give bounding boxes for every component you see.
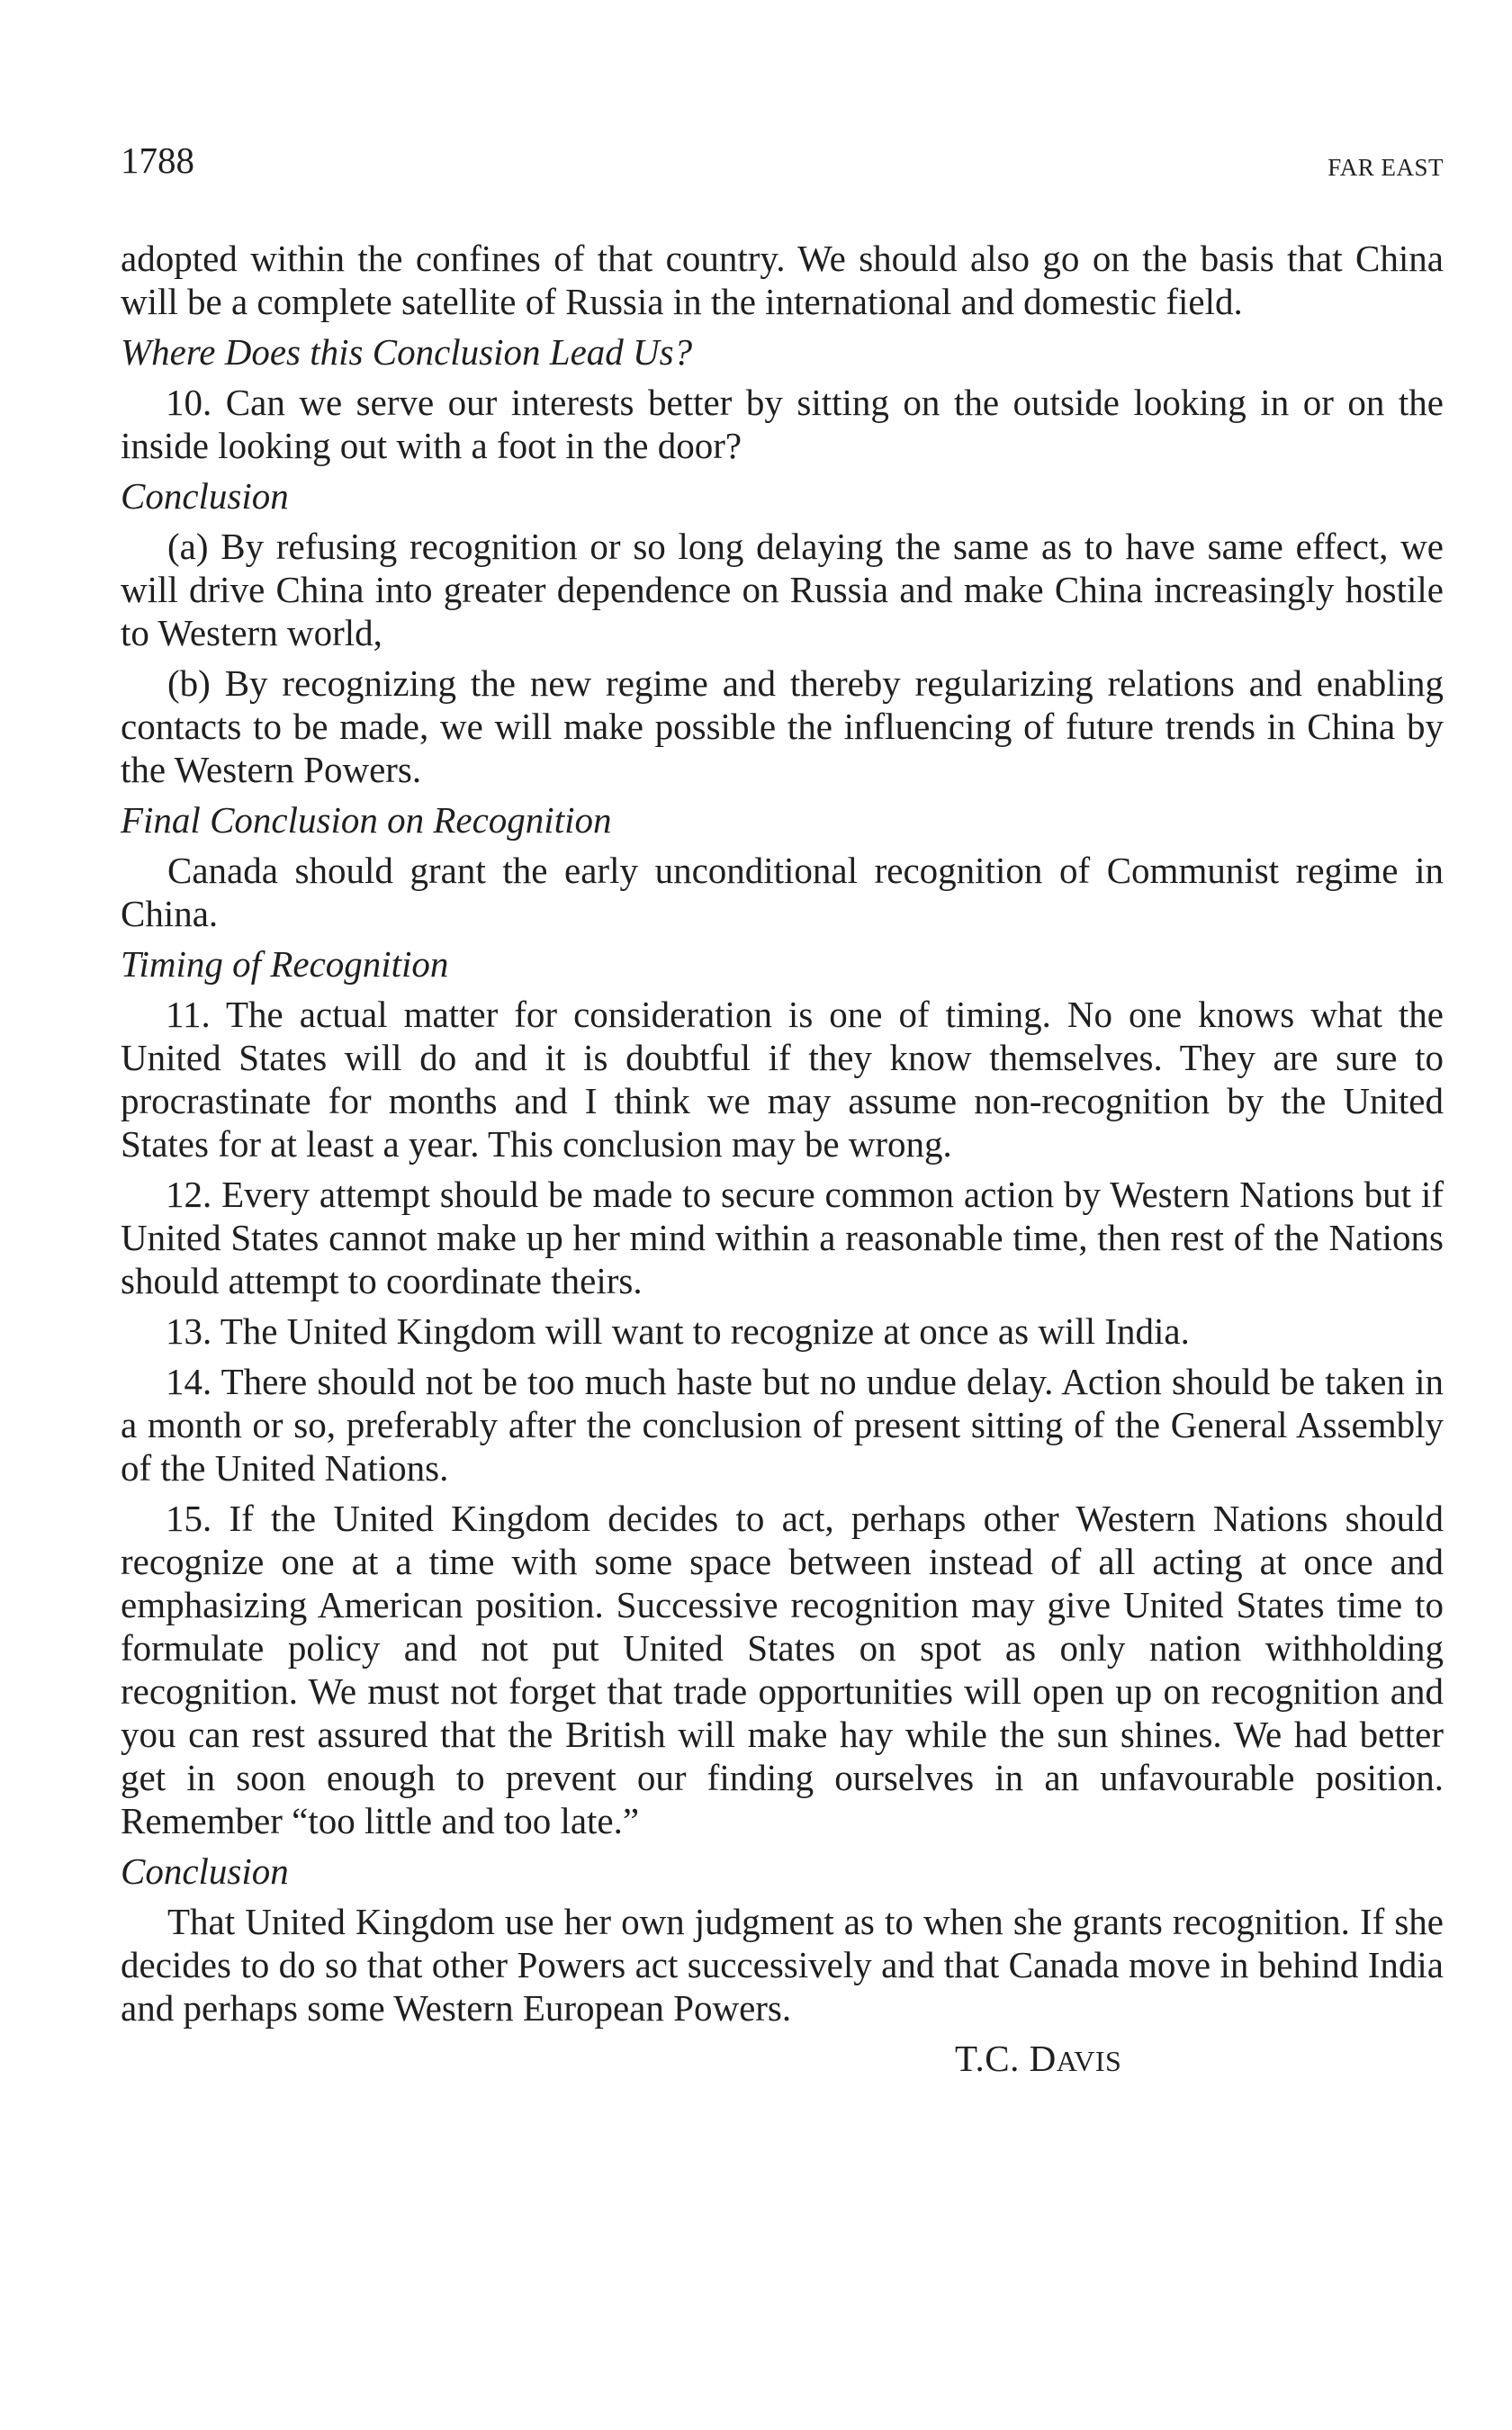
- signature: [121, 2037, 1444, 2083]
- paragraph-last: That United Kingdom use her own judgment as to when she grants recognition. If she decides to do so that other Powers act successively and that Canada move in behind India and perhaps some Western European Powers.: [121, 1901, 1444, 2029]
- paragraph-b: (b) By recognizing the new regime and thereby regularizing relations and enabling contacts to be made, we will make possible the influencing of future trends in China by the Western Powers.: [121, 662, 1444, 790]
- paragraph-13: 13. The United Kingdom will want to recognize at once as will India.: [166, 1310, 1190, 1352]
- signature-initials: T.C. D: [955, 2038, 1057, 2079]
- heading-timing-of-recognition: Timing of Recognition: [121, 943, 449, 985]
- heading-final-conclusion: Final Conclusion on Recognition: [121, 799, 612, 841]
- paragraph-12: 12. Every attempt should be made to secure common action by Western Nations but if United States cannot make up her mind within a reasonable time, then rest of the Nations should attempt to coordinate theirs.: [121, 1174, 1444, 1301]
- heading-conclusion-1: Conclusion: [121, 475, 289, 517]
- paragraph-intro: adopted within the confines of that country. We should also go on the basis that China will be a complete satellite of Russia in the international and domestic field.: [121, 238, 1444, 322]
- paragraph-final-conclusion: Canada should grant the early unconditional recognition of Communist regime in China.: [121, 850, 1444, 934]
- paragraph-14: 14. There should not be too much haste but no undue delay. Action should be taken in a month or so, preferably after the conclusion of present sitting of the General Assembly of the United Nations.: [121, 1361, 1444, 1489]
- running-head: FAR EAST: [1328, 154, 1444, 181]
- paragraph-a: (a) By refusing recognition or so long delaying the same as to have same effect, we will drive China into greater dependence on Russia and make China increasingly hostile to Western world,: [121, 526, 1444, 653]
- page-number: 1788: [121, 140, 194, 181]
- signature-surname-rest: AVIS: [1056, 2045, 1122, 2077]
- paragraph-10: 10. Can we serve our interests better by sitting on the outside looking in or on the inside looking out with a foot in the door?: [121, 382, 1444, 466]
- document-body: [121, 237, 1444, 2083]
- paragraph-11: 11. The actual matter for consideration is one of timing. No one knows what the United States will do and it is doubtful if they know themselves. They are sure to procrastinate for months and I think we may assume non-recognition by the United States for at least a year. This conclusion may be wrong.: [121, 994, 1444, 1165]
- paragraph-15: 15. If the United Kingdom decides to act, perhaps other Western Nations should recognize one at a time with some space between instead of all acting at once and emphasizing American position. Successive recognition may give United States time to formulate policy and not put United States on spot as only nation withholding recognition. We must not forget that trade opportunities will open up on recognition and you can rest assured that the British will make hay while the sun shines. We had better get in soon enough to prevent our finding ourselves in an unfavourable position. Remember “too little and too late.”: [121, 1498, 1444, 1841]
- heading-where-does-this-conclusion-lead-us: Where Does this Conclusion Lead Us?: [121, 331, 693, 373]
- page-header: [121, 133, 1444, 187]
- heading-conclusion-2: Conclusion: [121, 1850, 289, 1892]
